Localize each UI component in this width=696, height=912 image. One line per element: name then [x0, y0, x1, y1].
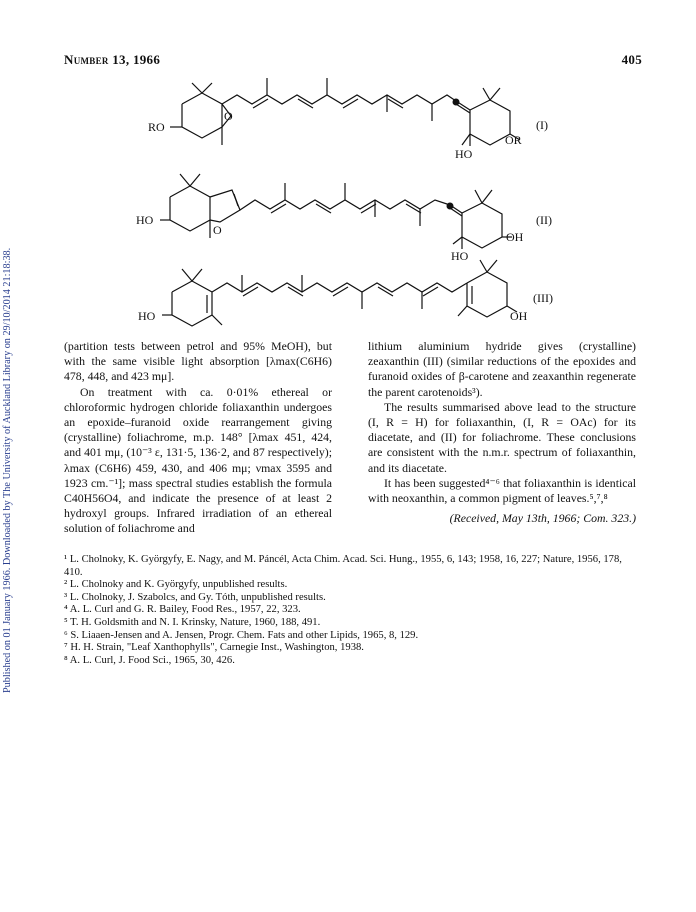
reference-5: ⁵ T. H. Goldsmith and N. I. Krinsky, Nature, 1960, 188, 491.: [64, 616, 321, 628]
publication-watermark: Published on 01 January 1966. Downloaded by The University of Auckland Library on 29/10/2014 21:18:38.: [2, 247, 13, 693]
structure-2: [160, 174, 512, 249]
s1-number: (I): [536, 118, 548, 132]
right-para-1: lithium aluminium hydride gives (crystalline) zeaxanthin (III) (similar reductions of the epoxides and furanoid oxides of β-carotene and zeaxanthin regenerate the parent carotenoids³).: [368, 339, 636, 399]
structure-3: [162, 260, 517, 326]
received-note: (Received, May 13th, 1966; Com. 323.): [449, 511, 636, 526]
reference-1: ¹ L. Cholnoky, K. Györgyfy, E. Nagy, and M. Páncél, Acta Chim. Acad. Sci. Hung., 1955, 6, 143; 1958, 16, 227; Nature, 1956, 178, 410.: [64, 554, 622, 578]
structure-1: [170, 78, 520, 146]
reference-6: ⁶ S. Liaaen-Jensen and A. Jensen, Progr. Chem. Fats and other Lipids, 1965, 8, 129.: [64, 629, 419, 641]
s3-left-group: HO: [138, 309, 156, 323]
s1-epoxide-o: O: [224, 109, 233, 123]
right-para-3: It has been suggested⁴⁻⁶ that foliaxanthin is identical with neoxanthin, a common pigment of leaves.⁵,⁷,⁸: [368, 475, 636, 506]
left-column: [64, 339, 332, 537]
left-para-1: (partition tests between petrol and 95% MeOH), but with the same visible light absorption [λmax(C6H6) 478, 448, and 423 mμ].: [64, 339, 332, 384]
page-number: 405: [621, 52, 642, 67]
reference-2: ² L. Cholnoky and K. Györgyfy, unpublished results.: [64, 579, 288, 591]
s3-number: (III): [533, 291, 553, 305]
s1-ho: HO: [455, 147, 473, 161]
reference-4: ⁴ A. L. Curl and G. R. Bailey, Food Res., 1957, 22, 323.: [64, 604, 301, 616]
s1-left-group: RO: [148, 120, 165, 134]
s3-oh: OH: [510, 309, 528, 323]
s1-or: OR: [505, 133, 522, 147]
s2-number: (II): [536, 213, 552, 227]
left-para-2: On treatment with ca. 0·01% ethereal or chloroformic hydrogen chloride foliaxanthin undergoes an epoxide–furanoid oxide rearrangement giving (crystalline) foliachrome, m.p. 148° [λmax 451, 424, and 401 mμ, (10⁻³ ε, 131·5, 136·2, and 87 respectively); λmax (C6H6) 459, 430, and 406 mμ; νmax 3595 and 1923 cm.⁻¹]; mass spectral studies establish the formula C40H56O4, and indicate the presence of at least 2 hydroxyl groups. Infrared irradiation of an ethereal solution of foliachrome and: [64, 384, 332, 536]
reference-7: ⁷ H. H. Strain, "Leaf Xanthophylls", Carnegie Inst., Washington, 1938.: [64, 642, 364, 654]
reference-8: ⁸ A. L. Curl, J. Food Sci., 1965, 30, 426.: [64, 654, 235, 666]
right-para-2: The results summarised above lead to the structure (I, R = H) for foliaxanthin, (I, R = OAc) for its diacetate, and (II) for foliachrome. These conclusions are consistent with the n.m.r. spectrum of foliaxanthin, and its diacetate.: [368, 399, 636, 475]
s2-left-group: HO: [136, 213, 154, 227]
s2-furan-o: O: [213, 223, 222, 237]
s2-ho: HO: [451, 249, 469, 263]
journal-issue: Number 13, 1966: [64, 52, 161, 67]
right-column: [368, 339, 636, 526]
references: [64, 554, 642, 667]
chemical-structures-figure: [0, 0, 696, 340]
s2-oh: OH: [506, 230, 524, 244]
reference-3: ³ L. Cholnoky, J. Szabolcs, and Gy. Tóth, unpublished results.: [64, 591, 326, 603]
